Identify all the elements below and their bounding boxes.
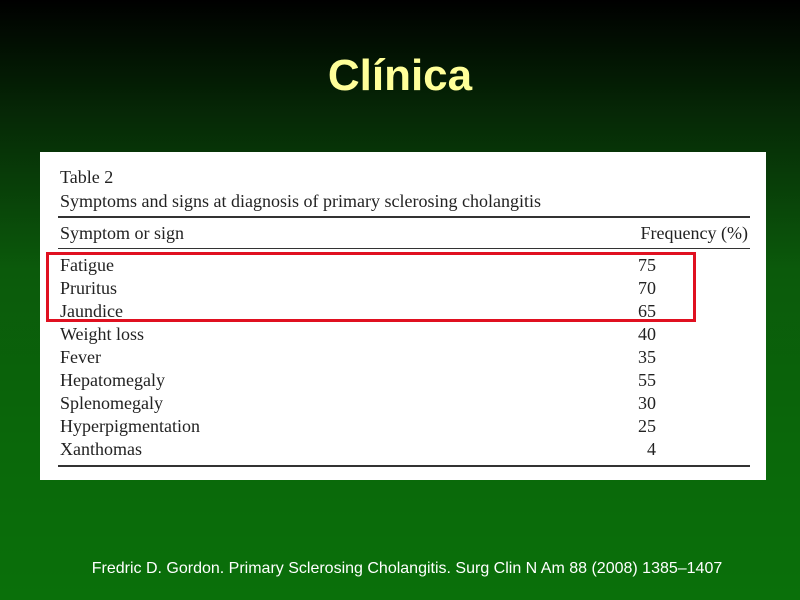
citation: Fredric D. Gordon. Primary Sclerosing Cholangitis. Surg Clin N Am 88 (2008) 1385–1407 (91, 560, 723, 577)
symptom-cell: Jaundice (60, 301, 123, 321)
table-bottom-rule (58, 465, 750, 467)
symptom-cell: Hepatomegaly (60, 370, 165, 390)
table-figure (40, 152, 766, 480)
table-row (60, 415, 748, 438)
table-caption: Symptoms and signs at diagnosis of primary sclerosing cholangitis (60, 191, 541, 211)
frequency-cell: 55 (638, 370, 656, 390)
table-number: Table 2 (60, 167, 114, 187)
table-top-rule (58, 216, 750, 218)
frequency-cell: 65 (638, 301, 656, 321)
symptom-cell: Splenomegaly (60, 393, 163, 413)
slide-title: Clínica (327, 51, 473, 100)
frequency-cell: 75 (638, 255, 656, 275)
highlight-box (46, 252, 696, 322)
frequency-cell: 4 (647, 439, 656, 459)
symptom-cell: Hyperpigmentation (60, 416, 200, 436)
symptom-cell: Weight loss (60, 324, 145, 344)
frequency-cell: 35 (638, 347, 656, 367)
header-frequency: Frequency (%) (640, 223, 748, 243)
table-header-rule (58, 248, 750, 249)
symptom-cell: Fatigue (60, 255, 114, 275)
symptom-cell: Fever (60, 347, 101, 367)
table-row (60, 369, 748, 392)
symptom-cell: Pruritus (60, 278, 118, 298)
header-symptom: Symptom or sign (60, 223, 185, 243)
symptom-cell: Xanthomas (60, 439, 142, 459)
table-row (60, 323, 748, 346)
table-row (60, 346, 748, 369)
table-row (60, 438, 748, 461)
table-row (60, 392, 748, 415)
frequency-cell: 25 (638, 416, 656, 436)
frequency-cell: 70 (638, 278, 656, 298)
frequency-cell: 40 (638, 324, 656, 344)
frequency-cell: 30 (638, 393, 656, 413)
